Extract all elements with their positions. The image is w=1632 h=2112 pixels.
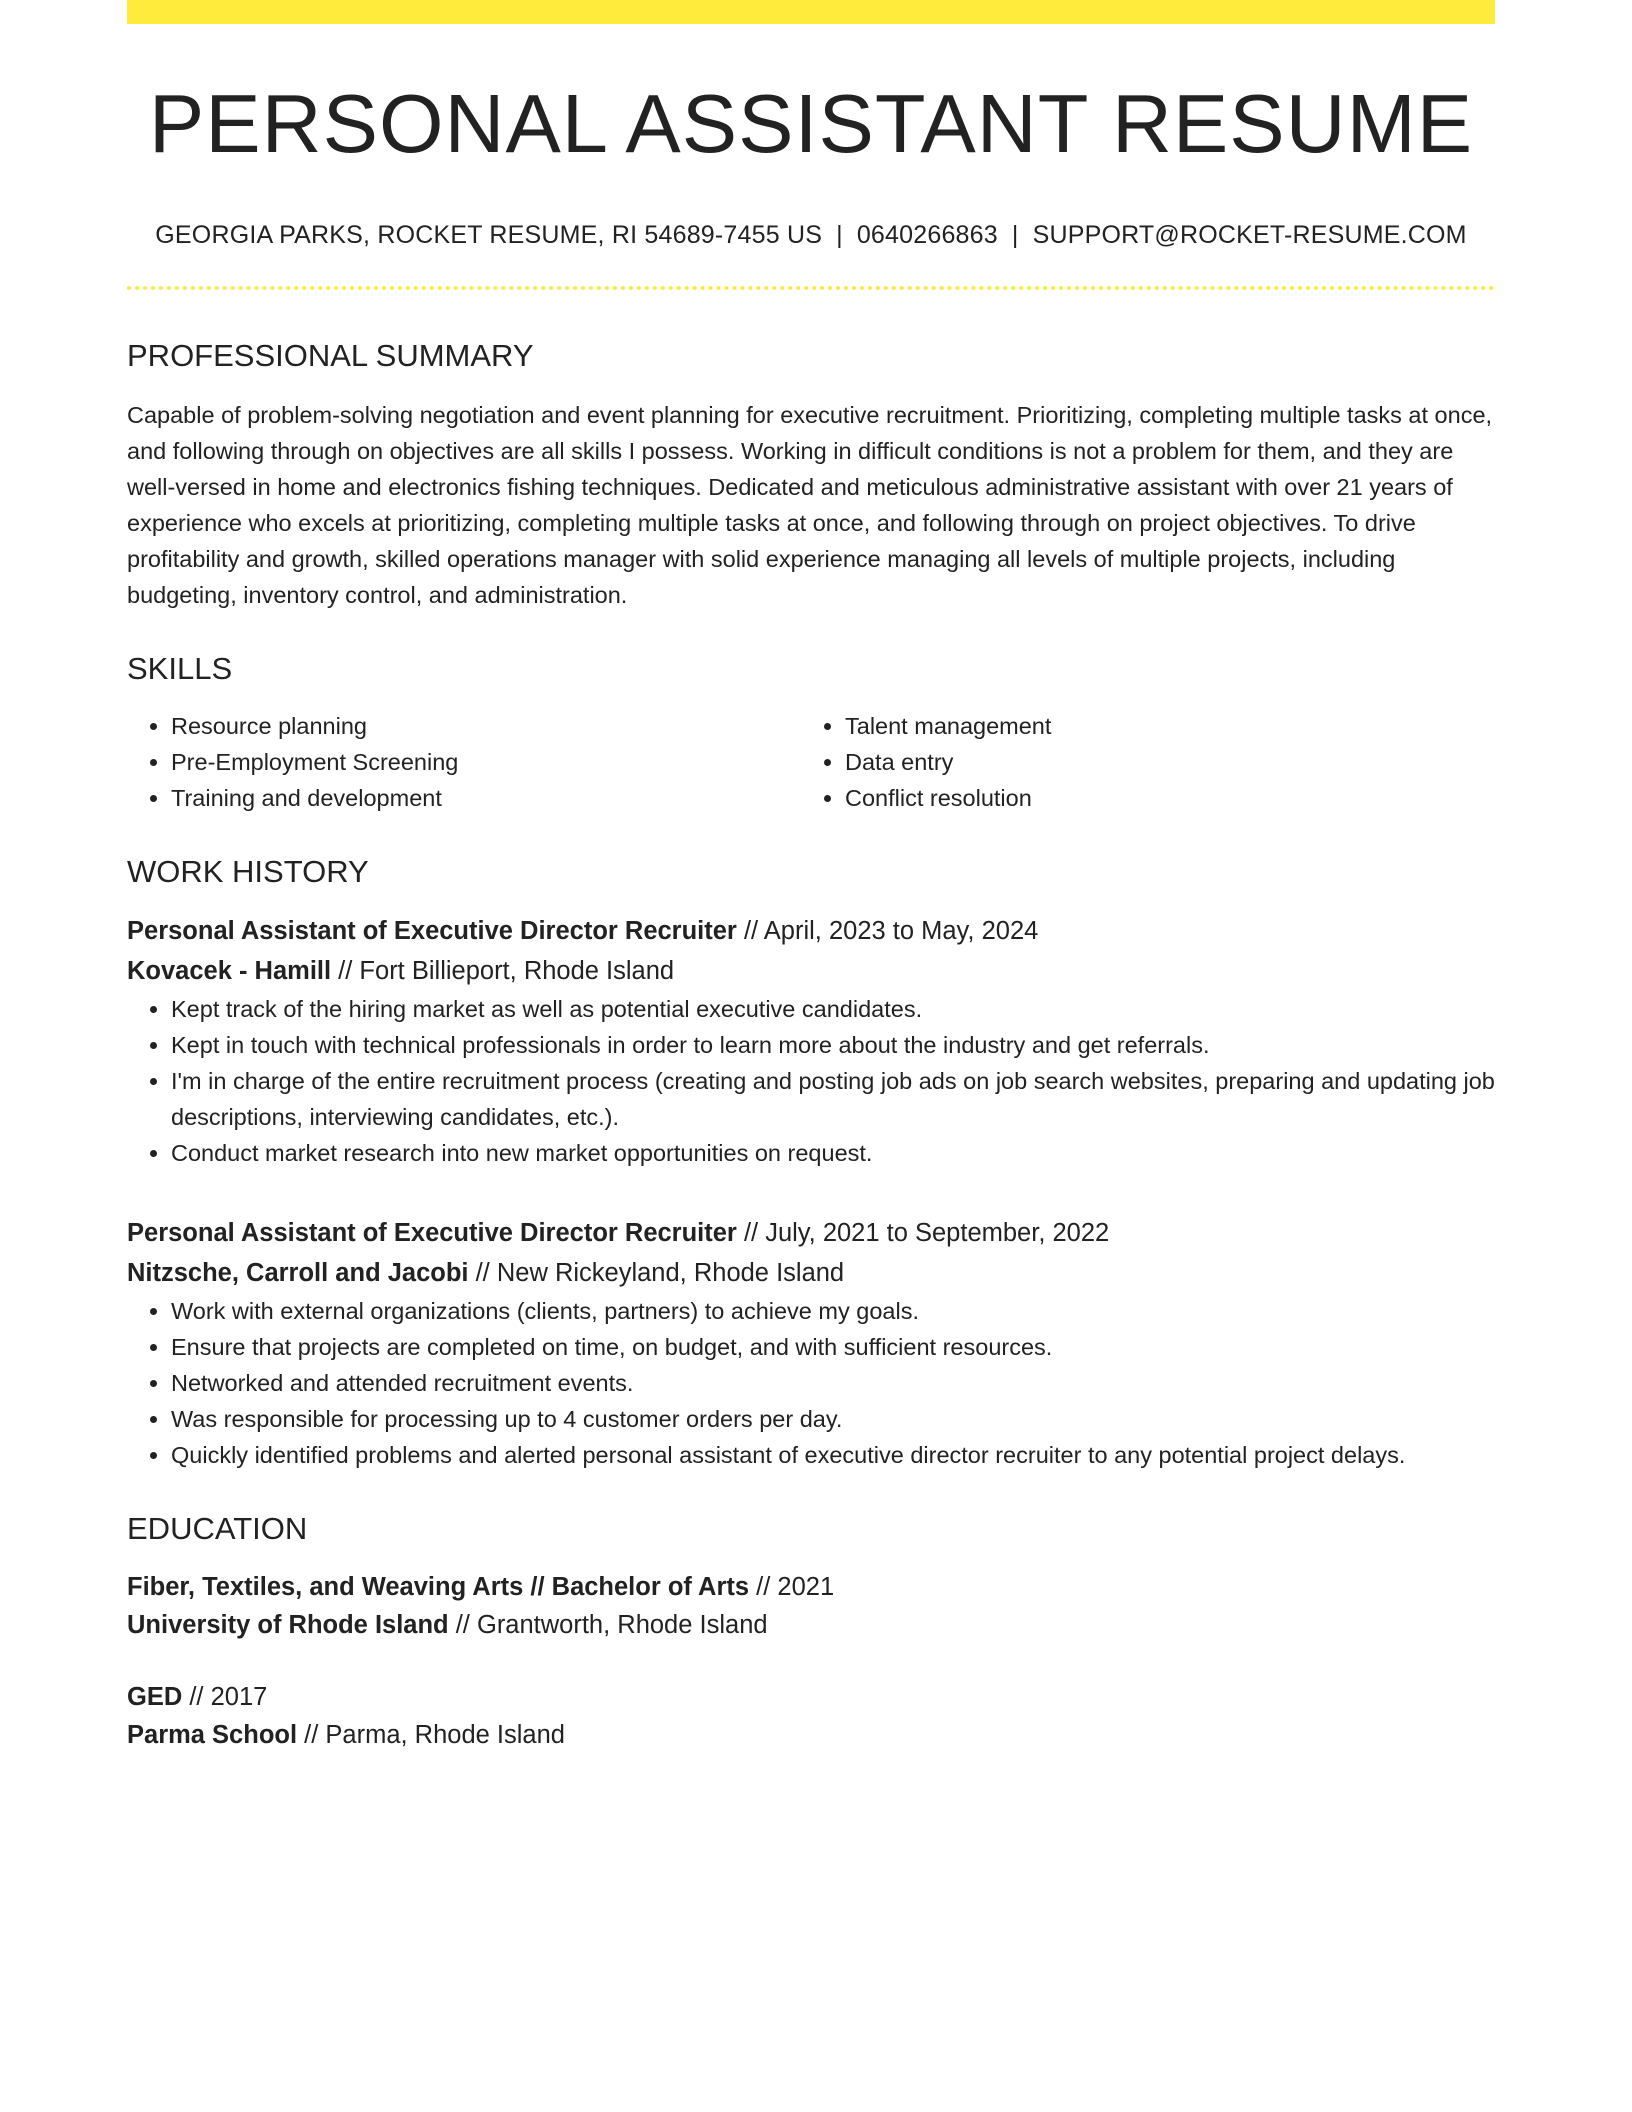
accent-bar [127,0,1495,24]
job-location: // New Rickeyland, Rhode Island [468,1259,845,1287]
work-heading: WORK HISTORY [127,854,369,889]
job-company: Nitzsche, Carroll and Jacobi [127,1259,469,1287]
skills-heading: SKILLS [127,651,233,686]
education-degree-line [127,1568,1495,1606]
job-title-line [127,1213,1495,1253]
summary-text: Capable of problem-solving negotiation and event planning for executive recruitment. Prioritizing, completing multiple tasks at once, and following through on objectives are all skills I possess. Working in difficult conditions is not a problem for them, and they are well-versed in home and electronics fishing techniques. Dedicated and meticulous administrative assistant with over 21 years of experience who excels at prioritizing, completing multiple tasks at once, and following through on project objectives. To drive profitability and growth, skilled operations manager with solid experience managing all levels of multiple projects, including budgeting, inventory control, and administration. [127,402,1493,608]
job-bullet: • Work with external organizations (clients, partners) to achieve my goals. [171,1293,1495,1329]
job-bullets [127,991,1495,1171]
job-company: Kovacek - Hamill [127,957,332,985]
education-year: // 2021 [749,1573,835,1601]
job-bullet: • Ensure that projects are completed on time, on budget, and with sufficient resources. [171,1329,1495,1365]
education-school: Parma School [127,1721,298,1749]
job-company-line [127,951,1495,991]
education-year: // 2017 [182,1683,268,1711]
education-degree-line [127,1678,1495,1716]
education-location: // Grantworth, Rhode Island [448,1611,768,1639]
contact-email[interactable]: SUPPORT@ROCKET-RESUME.COM [1032,221,1467,249]
skill-item: • Pre-Employment Screening [171,744,801,780]
job-bullet: • Was responsible for processing up to 4 customer orders per day. [171,1401,1495,1437]
education-entry [127,1568,1495,1644]
contact-phone[interactable]: 0640266863 [856,221,998,249]
resume-title: PERSONAL ASSISTANT RESUME [148,77,1474,170]
job-dates: // April, 2023 to May, 2024 [736,917,1039,945]
job-bullet: • Conduct market research into new market opportunities on request. [171,1135,1495,1171]
job-bullet: • Networked and attended recruitment events. [171,1365,1495,1401]
job-bullet: • Quickly identified problems and alerted personal assistant of executive director recruiter to any potential project delays. [171,1437,1495,1473]
contact-separator: | [836,221,843,249]
job-bullet: • Kept track of the hiring market as well as potential executive candidates. [171,991,1495,1027]
skills-grid [127,708,1495,816]
job-entry [127,1213,1495,1473]
job-entry [127,911,1495,1171]
job-company-line [127,1253,1495,1293]
job-dates: // July, 2021 to September, 2022 [736,1219,1110,1247]
skill-item: • Talent management [845,708,1475,744]
skills-list-left [127,708,801,816]
skills-column-left [127,708,801,816]
job-bullets [127,1293,1495,1473]
skills-column-right [801,708,1475,816]
job-header [127,911,1495,991]
summary-heading: PROFESSIONAL SUMMARY [127,338,534,373]
dotted-divider [127,286,1495,290]
contact-address: GEORGIA PARKS, ROCKET RESUME, RI 54689-7455 US [155,221,823,249]
education-degree: Fiber, Textiles, and Weaving Arts // Bachelor of Arts [127,1573,750,1601]
education-school-line [127,1606,1495,1644]
education-location: // Parma, Rhode Island [297,1721,565,1749]
skill-item: • Training and development [171,780,801,816]
education-degree: GED [127,1683,183,1711]
education-school: University of Rhode Island [127,1611,449,1639]
job-bullet: • Kept in touch with technical professionals in order to learn more about the industry and get referrals. [171,1027,1495,1063]
job-location: // Fort Billieport, Rhode Island [331,957,675,985]
resume-page [127,0,1495,1754]
contact-line [127,223,1495,248]
education-school-line [127,1716,1495,1754]
education-entry [127,1678,1495,1754]
job-header [127,1213,1495,1293]
job-title: Personal Assistant of Executive Director Recruiter [127,1219,737,1247]
skill-item: • Conflict resolution [845,780,1475,816]
skill-item: • Data entry [845,744,1475,780]
education-heading: EDUCATION [127,1511,308,1546]
job-title-line [127,911,1495,951]
job-bullet: • I'm in charge of the entire recruitment process (creating and posting job ads on job search websites, preparing and updating job descriptions, interviewing candidates, etc.). [171,1063,1495,1135]
contact-separator: | [1011,221,1019,249]
job-title: Personal Assistant of Executive Director Recruiter [127,917,737,945]
skill-item: • Resource planning [171,708,801,744]
skills-list-right [801,708,1475,816]
